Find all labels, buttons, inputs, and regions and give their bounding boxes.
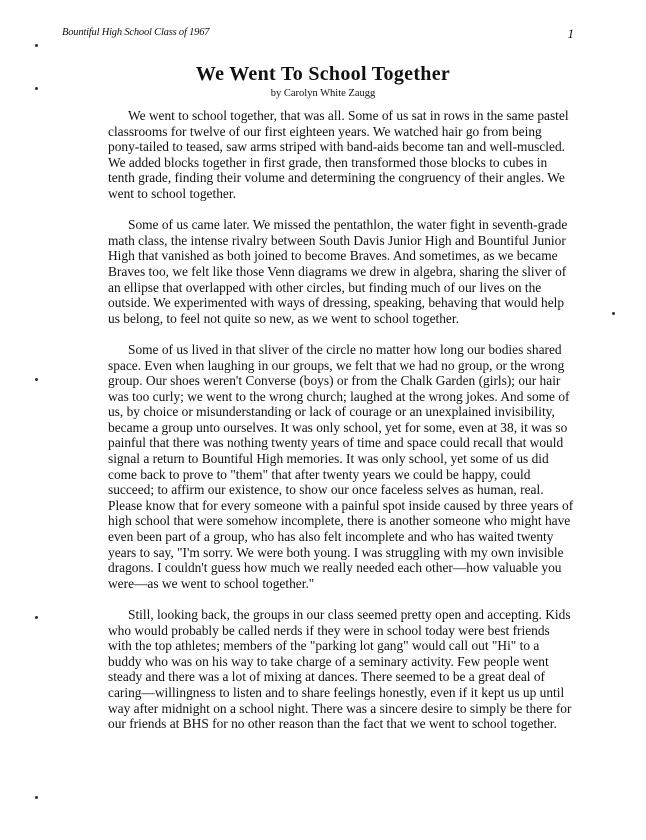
article-title: We Went To School Together <box>195 63 451 85</box>
running-header: Bountiful High School Class of 1967 <box>62 27 210 38</box>
scan-speck <box>35 87 38 90</box>
paragraph: We went to school together, that was all. Some of us sat in rows in the same pastel classrooms for twelve of our first eighteen years. We watched hair go from being pony-tailed to teased, saw arms striped with band-aids become tan and well-muscled. We added blocks together in first grade, then transformed those blocks to cubes in tenth grade, finding their volume and determining the congruency of their angles. We went to school together. <box>108 108 569 201</box>
page-number: 1 <box>567 26 574 41</box>
paragraph: Some of us lived in that sliver of the circle no matter how long our bodies shared space. Even when laughing in our groups, we felt that we had no group, or the wrong group. Our shoes weren't Converse (boys) or from the Chalk Garden (girls); our hair was too curly; we went to the wrong church; laughed at the wrong jokes. And some of us, by choice or misunderstanding or lack of courage or an unexplained invisibility, became a group unto ourselves. It was only school, yet for some, even at 38, it was so painful that there was nothing twenty years of time and space could recall that would signal a return to Bountiful High memories. It was only school, yet some of us did come back to prove to "them" that after twenty years we could be happy, could succeed; to affirm our existence, to show our once faceless selves as human, real. Please know that for every someone with a painful spot inside caused by three years of high school that were somehow incomplete, there is another someone who might have even been part of a group, who has also felt incomplete and who has waited twenty years to say, "I'm sorry. We were both young. I was struggling with my own invisible dragons. I couldn't guess how much we really needed each other—how valuable you were—as we went to school together." <box>108 341 574 591</box>
scan-speck <box>35 378 38 381</box>
paragraph: Still, looking back, the groups in our class seemed pretty open and accepting. Kids who would probably be called nerds if they were in school today were best friends with the top athletes; members of the "parking lot gang" would call out "Hi" to a buddy who was on his way to take charge of a seminary activity. Few people went steady and there was a lot of mixing at dances. There seemed to be a great deal of caring—willingness to listen and to share feelings honestly, even if it kept us up until way after midnight on a school night. There was a sincere desire to simply be there for our friends at BHS for no other reason than the fact that we went to school together. <box>108 607 572 732</box>
paragraph: Some of us came later. We missed the pentathlon, the water fight in seventh-grade math class, the intense rivalry between South Davis Junior High and Bountiful Junior High that vanished as both joined to become Braves. And sometimes, as we became Braves too, we felt like those Venn diagrams we drew in algebra, sharing the sliver of an ellipse that overlapped with other circles, but finding much of our lives on the outside. We experimented with ways of dressing, speaking, behaving that would help us belong, to feel not quite so new, as we went to school together. <box>108 217 568 326</box>
article-byline: by Carolyn White Zaugg <box>270 88 376 99</box>
scan-speck <box>612 312 615 315</box>
scan-speck <box>35 796 38 799</box>
article-body <box>108 108 576 747</box>
scan-speck <box>35 616 38 619</box>
scan-speck <box>35 44 38 47</box>
